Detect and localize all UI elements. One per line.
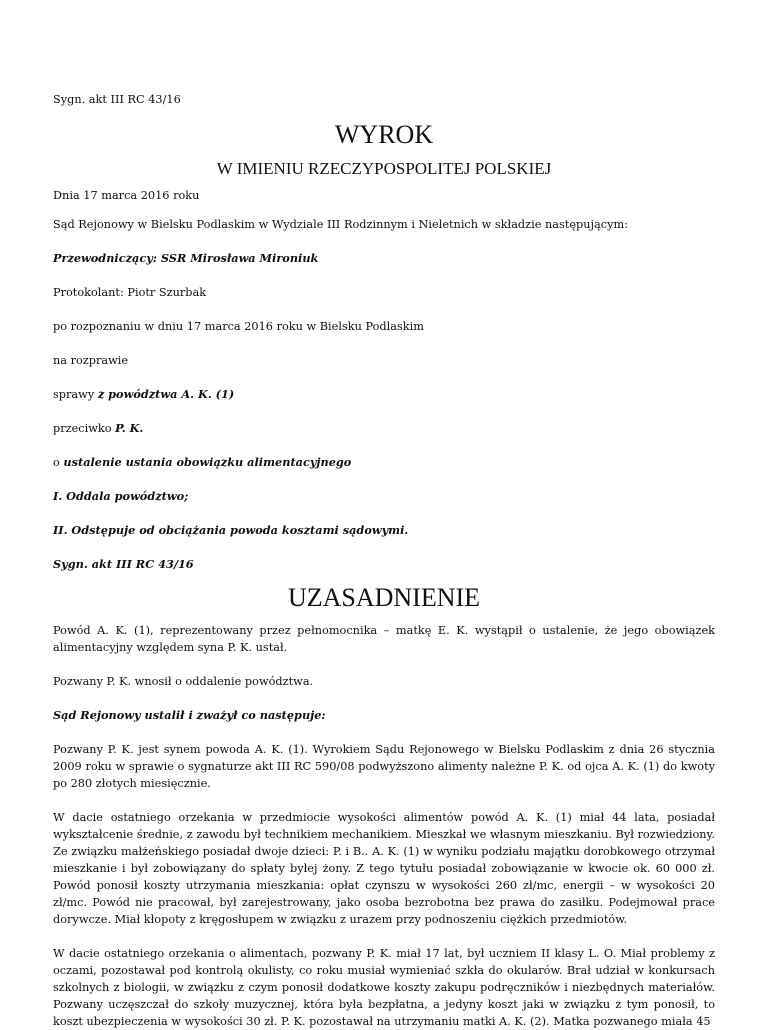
paragraph-2: Pozwany P. K. wnosił o oddalenie powództwa. [53, 675, 314, 688]
paragraph-1: Powód A. K. (1), reprezentowany przez pełnomocnika – matkę E. K. wystąpił o ustalenie, że jego obowiązek alimentacyjny względem syna P. K. ustał. [53, 624, 715, 654]
ruling-1: I. Oddala powództwo; [53, 489, 189, 503]
case-prefix: sprawy [53, 388, 98, 401]
case-value: z powództwa A. K. (1) [97, 387, 235, 401]
court-line: Sąd Rejonowy w Bielsku Podlaskim w Wydziale III Rodzinnym i Nieletnich w składzie następującym: [53, 218, 629, 231]
case-number: Sygn. akt III RC 43/16 [53, 93, 181, 106]
case-line [53, 386, 715, 403]
against-value: P. K. [115, 421, 144, 435]
subject-value: ustalenie ustania obowiązku alimentacyjnego [63, 455, 352, 469]
against-prefix: przeciwko [53, 422, 116, 435]
justification-title: UZASADNIENIE [287, 583, 481, 612]
date-line: Dnia 17 marca 2016 roku [53, 189, 200, 202]
paragraph-3: Pozwany P. K. jest synem powoda A. K. (1). Wyrokiem Sądu Rejonowego w Bielsku Podlaskim z dnia 26 stycznia 2009 roku w sprawie o sygnaturze akt III RC 590/08 podwyższono alimenty należne P. K. od ojca A. K. (1) do kwoty po 280 złotych miesięcznie. [53, 743, 715, 790]
judgment-subtitle: W IMIENIU RZECZYPOSPOLITEJ POLSKIEJ [216, 159, 552, 178]
hearing-line: po rozpoznaniu w dniu 17 marca 2016 roku w Bielsku Podlaskim [53, 320, 424, 333]
subject-line [53, 454, 715, 471]
paragraph-4: W dacie ostatniego orzekania w przedmiocie wysokości alimentów powód A. K. (1) miał 44 lata, posiadał wykształcenie średnie, z zawodu był technikiem mechanikiem. Mieszkał we własnym mieszkaniu. Był rozwiedziony. Ze związku małżeńskiego posiadał dwoje dzieci: P. i B.. A. K. (1) w wyniku podziału majątku dorobkowego otrzymał mieszkanie i był zobowiązany do spłaty byłej żony. Z tego tytułu posiadał zobowiązanie w kwocie ok. 60 000 zł. Powód ponosił koszty utrzymania mieszkania: opłat czynszu w wysokości 260 zł/mc, energii – w wysokości 20 zł/mc. Powód nie pracował, był zarejestrowany, jako osoba bezrobotna bez prawa do zasiłku. Podejmował prace dorywcze. Miał kłopoty z kręgosłupem w związku z urazem przy podnoszeniu ciężkich przedmiotów. [53, 811, 715, 926]
case-number-2: Sygn. akt III RC 43/16 [53, 557, 194, 571]
subject-prefix: o [53, 456, 64, 469]
recorder-line: Protokolant: Piotr Szurbak [53, 286, 207, 299]
against-line [53, 420, 715, 437]
ruling-2: II. Odstępuje od obciążania powoda kosztami sądowymi. [53, 523, 409, 537]
paragraph-5: W dacie ostatniego orzekania o alimentach, pozwany P. K. miał 17 lat, był uczniem II klasy L. O. Miał problemy z oczami, pozostawał pod kontrolą okulisty, co roku musiał wymieniać szkła do okularów. Brał udział w konkursach szkolnych z biologii, w związku z czym ponosił dodatkowe koszty zakupu podręczników i niezbędnych materiałów. Pozwany uczęszczał do szkoły muzycznej, która była bezpłatna, a jedyny koszt jaki w związku z tym ponosił, to koszt ubezpieczenia w wysokości 30 zł. P. K. pozostawał na utrzymaniu matki A. K. (2). Matka pozwanego miała 45 [53, 947, 715, 1028]
judgment-title: WYROK [334, 120, 434, 149]
session-line: na rozprawie [53, 354, 129, 367]
findings-heading: Sąd Rejonowy ustalił i zważył co następuje: [53, 708, 326, 722]
presiding-judge: Przewodniczący: SSR Mirosława Mironiuk [53, 251, 319, 265]
